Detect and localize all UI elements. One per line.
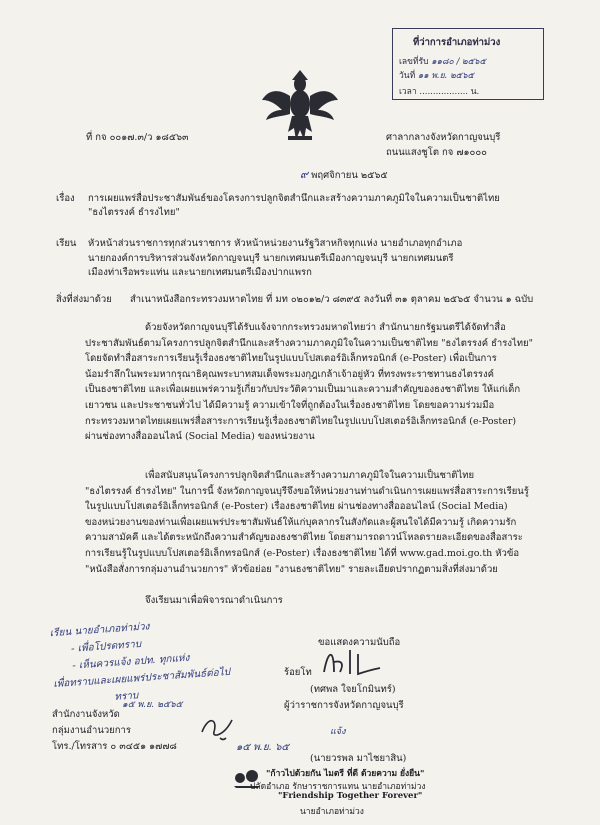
footer-phone: โทร./โทรสาร ๐ ๓๔๕๑ ๑๗๗๘: [52, 741, 177, 752]
stamp-received-no: เลขที่รับ ๑๑๘๐ / ๒๕๖๕: [399, 57, 486, 67]
body-paragraph-1: ด้วยจังหวัดกาญจนบุรีได้รับแจ้งจากกระทรวงมหาดไทยว่า สำนักนายกรัฐมนตรีได้จัดทำสื่อ ประชาสัมพันธ์ตามโครงการปลูกจิตสำนึกและสร้างความภาคภูมิใจในความเป็นชาติไทย "ธงไตรรงค์ ธำรงไทย" โดยจัดทำสื่อสาระการเรียนรู้เรื่องธงชาติไทยในรูปแบบโปสเตอร์อิเล็กทรอนิกส์ (e-Poster) เพื่อเป็นการ น้อมรำลึกในพระมหากรุณาธิคุณพระบาทสมเด็จพระมงกุฎเกล้าเจ้าอยู่หัว ที่ทรงพระราชทานธงไตรรงค์ เป็นธงชาติไทย และเพื่อเผยแพร่ความรู้เกี่ยวกับประวัติความเป็นมาและความสำคัญของธงชาติไทย ให้แก่เด็ก เยาวชน และประชาชนทั่วไป ได้มีความรู้ ความเข้าใจที่ถูกต้องในเรื่องธงชาติไทย โดยขอความร่วมมือ กระทรวงมหาดไทยเผยแพร่สื่อสาระการเรียนรู้เรื่องธงชาติไทยในรูปแบบโปสเตอร์อิเล็กทรอนิกส์ (e-Poster) ผ่านช่องทางสื่อออนไลน์ (Social Media) ของหน่วยงาน: [85, 322, 533, 443]
stamp-date: วันที่ ๑๑ พ.ย. ๒๕๖๕: [399, 71, 474, 81]
signer-name: (ทศพล ใจยโกมินทร์): [310, 684, 396, 695]
subject-label: เรื่อง: [56, 193, 75, 204]
recipient-text: หัวหน้าส่วนราชการทุกส่วนราชการ หัวหน้าหน่วยงานรัฐวิสาหกิจทุกแห่ง นายอำเภอทุกอำเภอ นายกองค์การบริหารส่วนจังหวัดกาญจนบุรี นายกเทศมนตรีเมืองกาญจนบุรี นายกเทศมนตรี เมืองท่าเรือพระแท่น และนายกเทศมนตรีเมืองปากแพรก: [88, 238, 463, 278]
slogan-thai: "ก้าวไปด้วยกัน ไมตรี ที่ดี ด้วยความ ยั่งยืน": [266, 769, 425, 779]
body-paragraph-2: เพื่อสนับสนุนโครงการปลูกจิตสำนึกและสร้างความภาคภูมิใจในความเป็นชาติไทย "ธงไตรรงค์ ธำรงไทย" ในการนี้ จังหวัดกาญจนบุรีจึงขอให้หน่วยงานท่านดำเนินการเผยแพร่สื่อสาระการเรียนรู้ ในรูปแบบโปสเตอร์อิเล็กทรอนิกส์ (e-Poster) เรื่องธงชาติไทย ผ่านช่องทางสื่อออนไลน์ (Social Media) ของหน่วยงานของท่านเพื่อเผยแพร่ประชาสัมพันธ์ให้แก่บุคลากรในสังกัดและผู้สนใจได้มีความรู้ เกิดความรัก ความสามัคคี และได้ตระหนักถึงความสำคัญของธงชาติไทย โดยสามารถดาวน์โหลดรายละเอียดของสื่อสาระ การเรียนรู้ในรูปแบบโปสเตอร์อิเล็กทรอนิกส์ (e-Poster) เรื่องธงชาติไทย ได้ที่ www.gad.moi.go.th หัวข้อ "หนังสือสั่งการกลุ่มงานอำนวยการ" หัวข้อย่อย "งานธงชาติไทย" รายละเอียดปรากฏตามสิ่งที่ส่งมาด้วย: [85, 470, 529, 575]
footer-office: สำนักงานจังหวัด: [52, 709, 120, 720]
handwritten-note: เรียน นายอำเภอท่าม่วง - เพื่อโปรดทราบ - เห็นควรแจ้ง อปท. ทุกแห่ง เพื่อทราบและเผยแพร่ประชาสัมพันธ์ต่อไป ทราบ: [49, 621, 231, 703]
slogan-english: "Friendship Together Forever": [278, 791, 423, 801]
received-stamp: [392, 28, 544, 100]
closing-request: จึงเรียนมาเพื่อพิจารณาดำเนินการ: [145, 595, 283, 606]
governor-signature-icon: [320, 644, 390, 678]
signer-label: ร้อยโท: [284, 667, 312, 678]
bottom-footer-text: นายอำเภอท่าม่วง: [300, 807, 364, 817]
subject-text: การเผยแพร่สื่อประชาสัมพันธ์ของโครงการปลูกจิตสำนึกและสร้างความภาคภูมิใจในความเป็นชาติไทย "ธงไตรรงค์ ธำรงไทย": [88, 193, 500, 218]
document-number: ที่ กจ ๐๐๑๗.๓/ว ๑๘๕๖๓: [86, 132, 189, 143]
footer-group: กลุ่มงานอำนวยการ: [52, 725, 131, 736]
slogan-overprint: ปลัดอำเภอ รักษาราชการแทน นายอำเภอท่าม่วง: [250, 782, 426, 792]
handwritten-date-bottom: ๑๕ พ.ย. ๖๕: [236, 742, 289, 753]
recipient-label: เรียน: [56, 238, 77, 249]
issuer-address: ถนนแสงชูโต กจ ๗๑๐๐๐: [386, 147, 487, 158]
attachment-label: สิ่งที่ส่งมาด้วย: [56, 294, 112, 305]
document-date: ๙ พฤศจิกายน ๒๕๖๕: [300, 168, 388, 181]
handwritten-initial: แจ้ง: [330, 727, 346, 737]
garuda-emblem-icon: [262, 70, 338, 144]
issuer-office: ศาลากลางจังหวัดกาญจนบุรี: [386, 132, 501, 143]
attachment-text: สำเนาหนังสือกระทรวงมหาดไทย ที่ มท ๐๒๐๑๒/ว ๘๓๙๕ ลงวันที่ ๓๑ ตุลาคม ๒๕๖๕ จำนวน ๑ ฉบับ: [130, 294, 534, 305]
stamp-office: ที่ว่าการอำเภอท่าม่วง: [413, 37, 501, 48]
bottom-name: (นายวรพล มาไชยาสิน): [310, 753, 407, 764]
regards: ขอแสดงความนับถือ: [318, 637, 401, 648]
stamp-time: เวลา .................. น.: [399, 87, 480, 97]
initial-mark-icon: [198, 712, 238, 742]
signer-position: ผู้ว่าราชการจังหวัดกาญจนบุรี: [284, 700, 404, 711]
footer-handwritten-date: ๑๕ พ.ย. ๒๕๖๕: [122, 700, 183, 710]
